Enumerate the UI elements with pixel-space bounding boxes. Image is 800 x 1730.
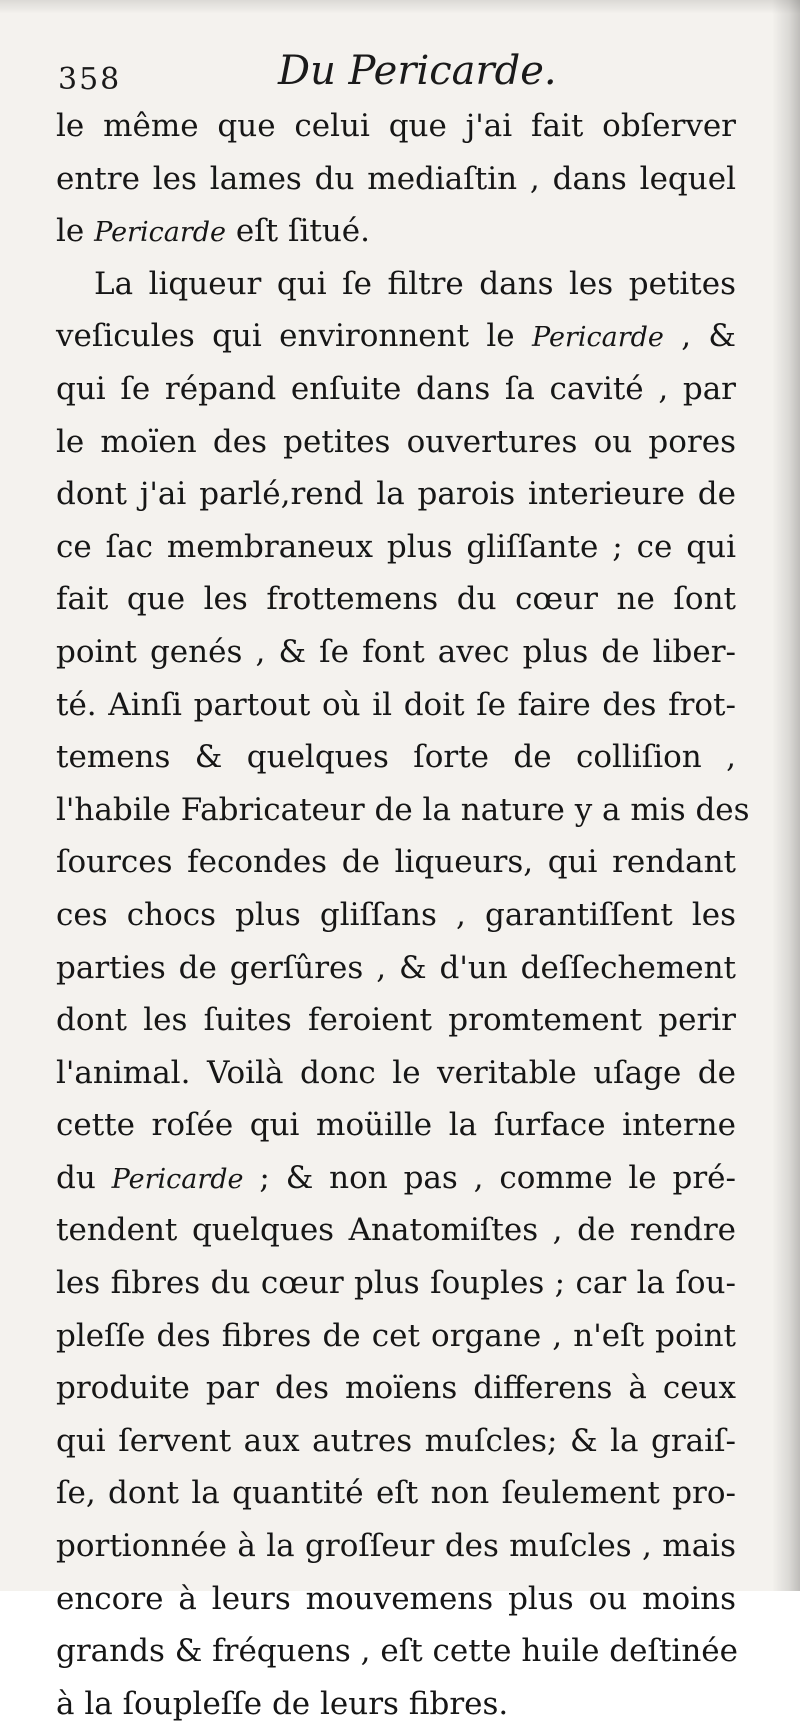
text-segment: le moïen des petites ouvertures ou pores bbox=[56, 423, 736, 460]
italic-term: Pericarde bbox=[94, 217, 226, 249]
text-segment: ce ſac membraneux plus gliſſante ; ce qui bbox=[56, 528, 736, 565]
text-line bbox=[56, 100, 736, 153]
text-segment: qui ſervent aux autres muſcles; & la graiſ- bbox=[56, 1422, 736, 1459]
text-line bbox=[56, 310, 736, 363]
text-segment: qui ſe répand enſuite dans ſa cavité , par bbox=[56, 370, 736, 407]
text-line bbox=[56, 626, 736, 679]
text-line bbox=[56, 468, 736, 521]
text-line bbox=[56, 1362, 736, 1415]
text-line bbox=[56, 205, 736, 258]
text-line bbox=[56, 1573, 736, 1626]
text-segment: pleſſe des fibres de cet organe , n'eſt point bbox=[56, 1317, 736, 1354]
text-line bbox=[56, 1625, 736, 1678]
text-line bbox=[56, 1099, 736, 1152]
text-line bbox=[56, 416, 736, 469]
text-segment: dont j'ai parlé,rend la parois interieure de bbox=[56, 476, 736, 513]
text-line bbox=[56, 1152, 736, 1205]
text-segment: té. Ainſi partout où il doit ſe faire des frot- bbox=[56, 686, 736, 723]
text-segment: point genés , & ſe font avec plus de liber- bbox=[56, 633, 736, 670]
text-segment: entre les lames du mediaſtin , dans lequel bbox=[56, 160, 736, 197]
text-segment: grands & fréquens , eſt cette huile deſtinée bbox=[56, 1633, 738, 1670]
text-segment: à la ſoupleſſe de leurs fibres. bbox=[56, 1685, 509, 1722]
text-line bbox=[56, 731, 736, 784]
text-segment: ſe, dont la quantité eſt non ſeulement pro- bbox=[56, 1475, 736, 1512]
text-line bbox=[56, 1257, 736, 1310]
text-line bbox=[56, 573, 736, 626]
page-header bbox=[58, 44, 748, 104]
text-line bbox=[56, 258, 736, 311]
text-segment: fait que les frottemens du cœur ne ſont bbox=[56, 581, 736, 618]
text-segment: du bbox=[56, 1159, 112, 1196]
text-segment: , & bbox=[663, 318, 736, 355]
text-segment: ; & non pas , comme le pré- bbox=[243, 1159, 736, 1196]
text-segment: produite par des moïens differens à ceux bbox=[56, 1370, 736, 1407]
text-segment: l'habile Fabricateur de la nature y a mis des bbox=[56, 791, 750, 828]
text-line bbox=[56, 1310, 736, 1363]
text-segment: La liqueur qui ſe filtre dans les petites bbox=[94, 265, 736, 302]
text-segment: eſt ſitué. bbox=[226, 213, 370, 250]
text-segment: veſicules qui environnent le bbox=[56, 318, 532, 355]
text-line bbox=[56, 1204, 736, 1257]
text-line bbox=[56, 1678, 736, 1730]
text-line bbox=[56, 1520, 736, 1573]
text-segment: le bbox=[56, 213, 95, 250]
text-line bbox=[56, 679, 736, 732]
running-head: Du Pericarde. bbox=[278, 48, 557, 94]
text-segment: les fibres du cœur plus ſouples ; car la ſou- bbox=[56, 1265, 736, 1302]
text-line bbox=[56, 1047, 736, 1100]
text-line bbox=[56, 994, 736, 1047]
text-segment: cette roſée qui moüille la ſurface interne bbox=[56, 1107, 736, 1144]
text-line bbox=[56, 363, 736, 416]
text-line bbox=[56, 1467, 736, 1520]
italic-term: Pericarde bbox=[111, 1163, 244, 1195]
text-segment: portionnée à la groſſeur des muſcles , mais bbox=[56, 1528, 736, 1565]
text-line bbox=[56, 1415, 736, 1468]
text-segment: le même que celui que j'ai fait obſerver bbox=[56, 108, 736, 144]
text-segment: encore à leurs mouvemens plus ou moins bbox=[56, 1580, 736, 1617]
text-line bbox=[56, 836, 736, 889]
text-segment: parties de gerſûres , & d'un deſſechement bbox=[56, 949, 736, 986]
text-segment: ſources fecondes de liqueurs, qui rendant bbox=[56, 844, 736, 881]
text-line bbox=[56, 889, 736, 942]
text-line bbox=[56, 784, 750, 837]
text-segment: temens & quelques ſorte de colliſion , bbox=[56, 739, 736, 776]
text-segment: dont les ſuites feroient promtement perir bbox=[56, 1002, 736, 1039]
text-line bbox=[56, 153, 736, 206]
text-line bbox=[56, 942, 736, 995]
text-segment: tendent quelques Anatomiſtes , de rendre bbox=[56, 1212, 736, 1249]
text-segment: ces chocs plus gliſſans , garantiſſent les bbox=[56, 896, 736, 933]
text-segment: l'animal. Voilà donc le veritable uſage de bbox=[56, 1054, 736, 1091]
page-number: 358 bbox=[58, 62, 122, 97]
italic-term: Pericarde bbox=[532, 322, 664, 354]
text-line bbox=[56, 521, 736, 574]
body-text bbox=[56, 100, 750, 1730]
